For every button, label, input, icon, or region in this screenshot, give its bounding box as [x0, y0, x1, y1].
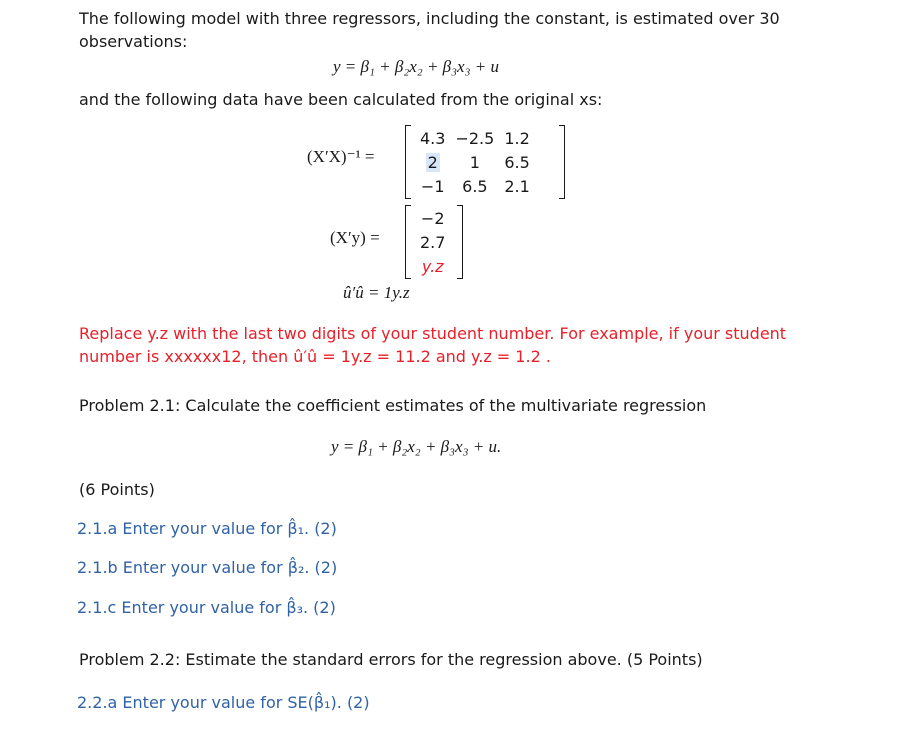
vector-row [415, 206, 450, 230]
data-intro: and the following data have been calculated from the original xs: [79, 90, 603, 109]
intro-line-2: observations: [79, 32, 188, 51]
xtx-inv-matrix [405, 125, 565, 199]
highlighted-cell: 2 [427, 152, 438, 172]
matrix-cell: 6.5 [462, 176, 488, 196]
item-2-1-a[interactable]: 2.1.a Enter your value for β̂₁. (2) [77, 519, 337, 538]
xty-label: (X′y) = [330, 228, 380, 247]
item-2-2-a[interactable]: 2.2.a Enter your value for SE(β̂₁). (2) [77, 693, 370, 712]
matrix-cell: 2.1 [504, 176, 530, 196]
model-equation: y = β₁ + β₂x₂ + β₃x₃ + u [333, 57, 499, 76]
problem-2-1-equation: y = β₁ + β₂x₂ + β₃x₃ + u. [331, 437, 502, 456]
problem-2-1-title: Problem 2.1: Calculate the coefficient estimates of the multivariate regression [79, 396, 707, 415]
matrix-cell [415, 150, 450, 174]
left-bracket [405, 205, 411, 279]
matrix-row [415, 126, 535, 150]
instruction-line-1: Replace y.z with the last two digits of your student number. For example, if your student [79, 324, 787, 343]
xtx-inv-table [415, 126, 535, 198]
matrix-cell: 4.3 [420, 128, 446, 148]
intro-line-1: The following model with three regressors, including the constant, is estimated over 30 [79, 9, 780, 28]
problem-2-1-points: (6 Points) [79, 480, 155, 499]
item-2-1-b[interactable]: 2.1.b Enter your value for β̂₂. (2) [77, 558, 338, 577]
item-2-1-c[interactable]: 2.1.c Enter your value for β̂₃. (2) [77, 598, 336, 617]
right-bracket [457, 205, 463, 279]
vector-cell: −2 [420, 208, 445, 228]
xtx-inv-label: (X′X)⁻¹ = [307, 147, 375, 166]
right-bracket [559, 125, 565, 199]
matrix-cell: −2.5 [455, 128, 495, 148]
vector-cell: y.z [421, 256, 444, 276]
matrix-cell: −1 [420, 176, 445, 196]
problem-2-2-title: Problem 2.2: Estimate the standard errors for the regression above. (5 Points) [79, 650, 703, 669]
matrix-cell: 1.2 [504, 128, 530, 148]
left-bracket [405, 125, 411, 199]
matrix-row [415, 150, 535, 174]
vector-cell: 2.7 [420, 232, 446, 252]
residual-sum-squares: û′û = 1y.z [343, 283, 410, 302]
matrix-cell: 6.5 [504, 152, 530, 172]
matrix-row [415, 174, 535, 198]
vector-row [415, 230, 450, 254]
xty-vector [405, 205, 463, 279]
matrix-cell: 1 [469, 152, 480, 172]
xty-table [415, 206, 450, 278]
vector-row [415, 254, 450, 278]
instruction-line-2: number is xxxxxx12, then û′û = 1y.z = 11.2 and y.z = 1.2 . [79, 347, 551, 366]
